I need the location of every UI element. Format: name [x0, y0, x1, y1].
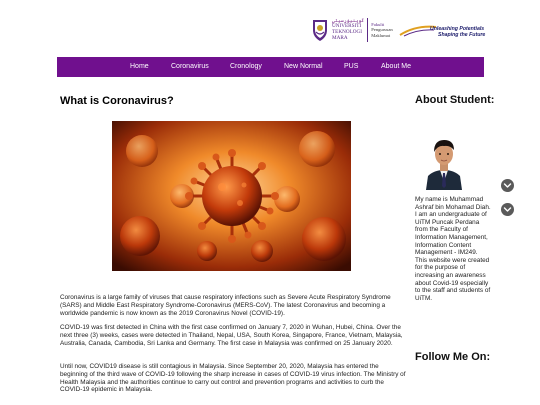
faculty-line-1: Fakulti	[371, 22, 385, 28]
tagline	[430, 26, 510, 38]
about-student-heading: About Student:	[415, 94, 495, 106]
university-line-3: MARA	[332, 34, 348, 41]
nav-coronavirus[interactable]: Coronavirus	[171, 63, 209, 70]
university-line-2: TEKNOLOGI	[332, 29, 362, 35]
uitm-crest-icon	[311, 18, 329, 42]
coronavirus-image	[112, 121, 351, 271]
chevron-down-icon	[503, 181, 512, 190]
nav-about-me[interactable]: About Me	[381, 63, 411, 70]
paragraph-history: COVID-19 was first detected in China with the first case confirmed on January 7, 2020 in Wuhan, Hubei, China. Over the next three (3) weeks, cases were detected in Thailand, Nepal, USA, South Korea, Singapore, France, Vietnam, Malaysia, Australia, Canada, Cambodia, Sri Lanka and Germany. The first case in Malaysia was confirmed on 25 January 2020.	[60, 324, 403, 347]
student-bio: My name is Muhammad Ashraf bin Mohamad Diah. I am an undergraduate of UiTM Puncak Perdana from the Faculty of Information Management, Information Content Management - IM249. This website were created for the purpose of increasing an awareness about Covid-19 especially to the staff and students of UiTM.	[415, 196, 491, 302]
main-navbar	[57, 57, 484, 77]
scroll-down-button-1[interactable]	[501, 179, 514, 192]
paragraph-current: Until now, COVID19 disease is still contagious in Malaysia. Since September 20, 2020, Malaysia has entered the beginning of the third wave of COVID-19 following the sharp increase in cases of COVID-19 virus infection. The Ministry of Health Malaysia and the authorities continue to carry out control and prevention programs and activities to curb the COVID-19 epidemic in Malaysia.	[60, 363, 406, 394]
follow-me-heading: Follow Me On:	[415, 351, 491, 363]
faculty-line-2: Pengurusan	[371, 27, 393, 33]
logo-divider	[367, 18, 368, 42]
nav-home[interactable]: Home	[130, 63, 149, 70]
university-jawi: ݢوينيۏرسيتي	[332, 18, 365, 24]
scroll-down-button-2[interactable]	[501, 203, 514, 216]
faculty-line-3: Maklumat	[371, 32, 391, 38]
page-title: What is Coronavirus?	[60, 95, 174, 107]
uitm-logo	[311, 16, 393, 44]
nav-new-normal[interactable]: New Normal	[284, 63, 323, 70]
university-line-1: UNIVERSITI	[332, 23, 362, 30]
tagline-line-2: Shaping the Future	[438, 32, 486, 38]
nav-cronology[interactable]: Cronology	[230, 63, 262, 70]
chevron-down-icon	[503, 205, 512, 214]
paragraph-intro: Coronavirus is a large family of viruses that cause respiratory infections such as Severe Acute Respiratory Syndrome (SARS) and Middle East Respiratory Syndrome-Coronavirus (MERS-CoV). The latest Coronavirus and becoming a worldwide pandemic is now known as the 2019 Coronavirus Novel (COVID-19).	[60, 294, 391, 317]
student-portrait	[420, 130, 468, 190]
university-name	[332, 19, 364, 41]
nav-pus[interactable]: PUS	[344, 63, 359, 70]
tagline-line-1: Unleashing Potentials	[430, 26, 485, 32]
faculty-name	[371, 22, 392, 38]
